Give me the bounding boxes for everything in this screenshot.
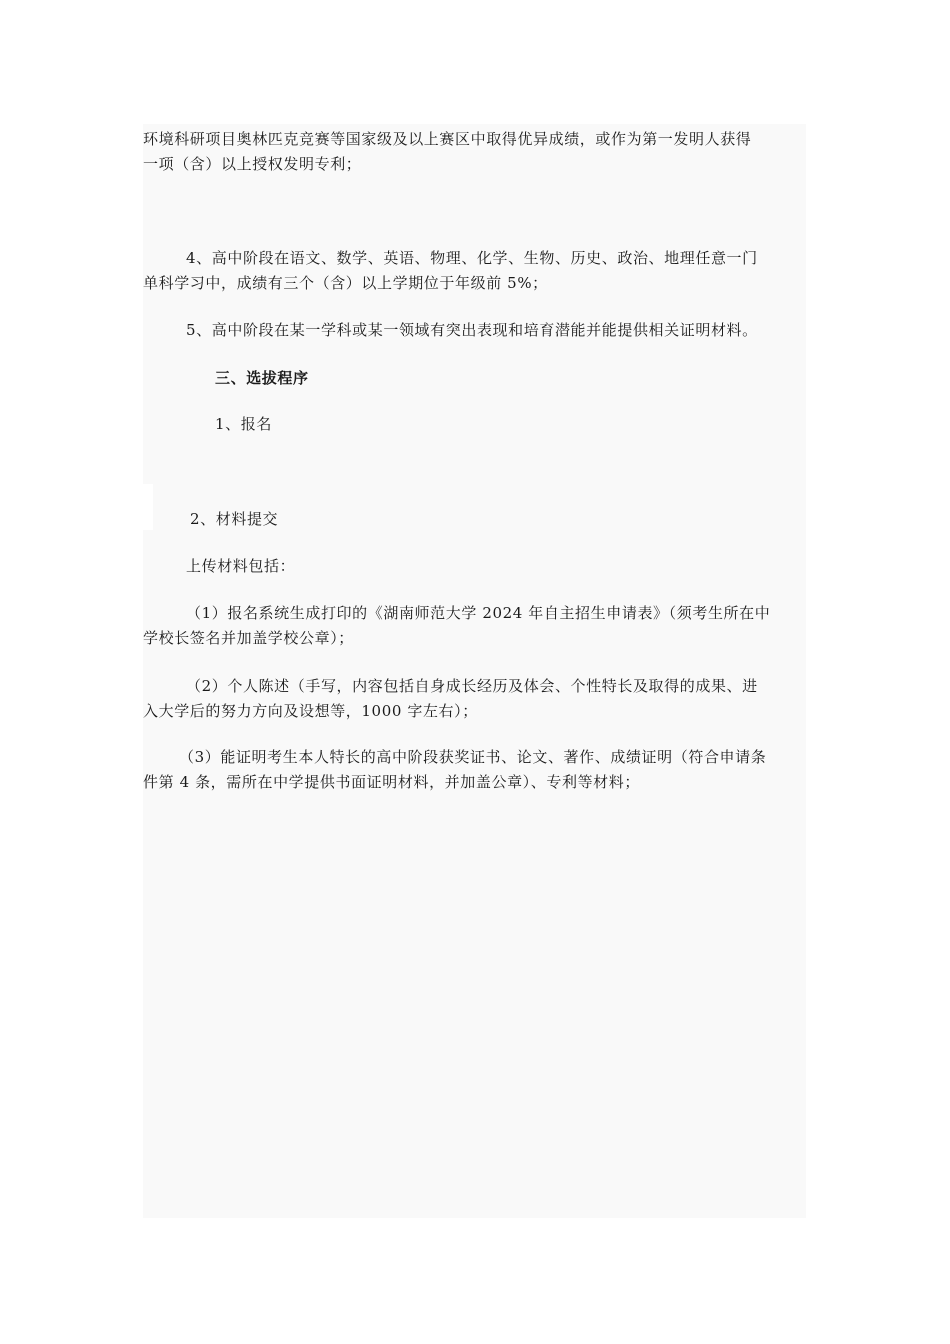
list-item-line: 件第 4 条，需所在中学提供书面证明材料，并加盖公章）、专利等材料；	[143, 773, 640, 791]
list-item-line: （3）能证明考生本人特长的高中阶段获奖证书、论文、著作、成绩证明（符合申请条	[179, 748, 767, 766]
paragraph-line: 一项（含）以上授权发明专利；	[143, 155, 362, 173]
list-item-line: 学校长签名并加盖学校公章）；	[143, 629, 354, 647]
paragraph-line: 单科学习中，成绩有三个（含）以上学期位于年级前 5%；	[143, 274, 548, 292]
paragraph-line: 4、高中阶段在语文、数学、英语、物理、化学、生物、历史、政治、地理任意一门	[186, 249, 758, 267]
paragraph-line: 5、高中阶段在某一学科或某一领域有突出表现和培育潜能并能提供相关证明材料。	[186, 321, 758, 339]
list-item-line: （2）个人陈述（手写，内容包括自身成长经历及体会、个性特长及取得的成果、进	[186, 677, 758, 695]
section-heading: 三、选拔程序	[215, 369, 309, 387]
step-label: 2、材料提交	[190, 510, 279, 528]
list-item-line: 入大学后的努力方向及设想等，1000 字左右）；	[143, 702, 478, 720]
paragraph-line: 环境科研项目奥林匹克竞赛等国家级及以上赛区中取得优异成绩，或作为第一发明人获得	[143, 130, 752, 148]
step-label: 1、报名	[215, 415, 272, 433]
list-item-line: （1）报名系统生成打印的《湖南师范大学 2024 年自主招生申请表》（须考生所在中	[186, 604, 771, 622]
paragraph-line: 上传材料包括：	[186, 557, 296, 575]
page-background-gap	[143, 484, 153, 530]
